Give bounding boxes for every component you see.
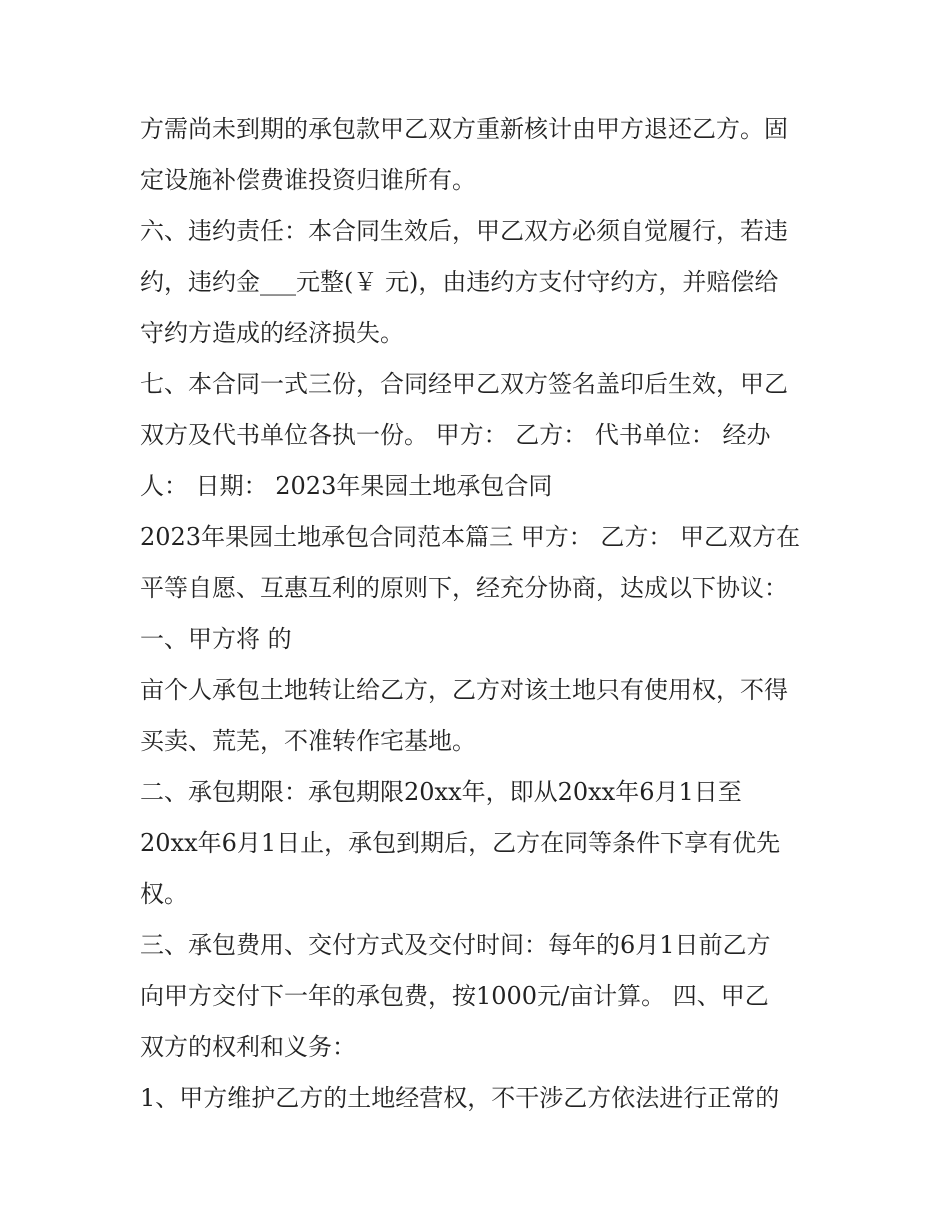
text-line: 人： 日期： 2023年果园土地承包合同 [140, 472, 553, 500]
contract-text [140, 104, 820, 1124]
text-line: 2023年果园土地承包合同范本篇三 甲方： 乙方： 甲乙双方在 [140, 523, 800, 551]
text-line: 1、甲方维护乙方的土地经营权，不干涉乙方依法进行正常的 [140, 1084, 780, 1112]
text-line: 20xx年6月1日止，承包到期后，乙方在同等条件下享有优先 [140, 829, 781, 857]
text-line: 定设施补偿费谁投资归谁所有。 [140, 166, 476, 194]
text-line: 七、本合同一式三份，合同经甲乙双方签名盖印后生效，甲乙 [140, 370, 788, 398]
text-line: 三、承包费用、交付方式及交付时间：每年的6月1日前乙方 [140, 931, 771, 959]
text-line: 六、违约责任：本合同生效后，甲乙双方必须自觉履行，若违 [140, 217, 788, 245]
text-line: 守约方造成的经济损失。 [140, 319, 404, 347]
text-line: 约，违约金___元整(￥ 元)，由违约方支付守约方，并赔偿给 [140, 268, 779, 296]
text-line: 权。 [140, 880, 188, 908]
text-line: 二、承包期限：承包期限20xx年，即从20xx年6月1日至 [140, 778, 742, 806]
text-line: 亩个人承包土地转让给乙方，乙方对该土地只有使用权，不得 [140, 676, 788, 704]
text-line: 方需尚未到期的承包款甲乙双方重新核计由甲方退还乙方。固 [140, 115, 788, 143]
text-line: 向甲方交付下一年的承包费，按1000元/亩计算。 四、甲乙 [140, 982, 769, 1010]
text-line: 双方的权利和义务： [140, 1033, 356, 1061]
text-line: 双方及代书单位各执一份。 甲方： 乙方： 代书单位： 经办 [140, 421, 771, 449]
text-line: 平等自愿、互惠互利的原则下，经充分协商，达成以下协议： [140, 574, 788, 602]
text-line: 买卖、荒芜，不准转作宅基地。 [140, 727, 476, 755]
text-line: 一、甲方将 的 [140, 625, 292, 653]
